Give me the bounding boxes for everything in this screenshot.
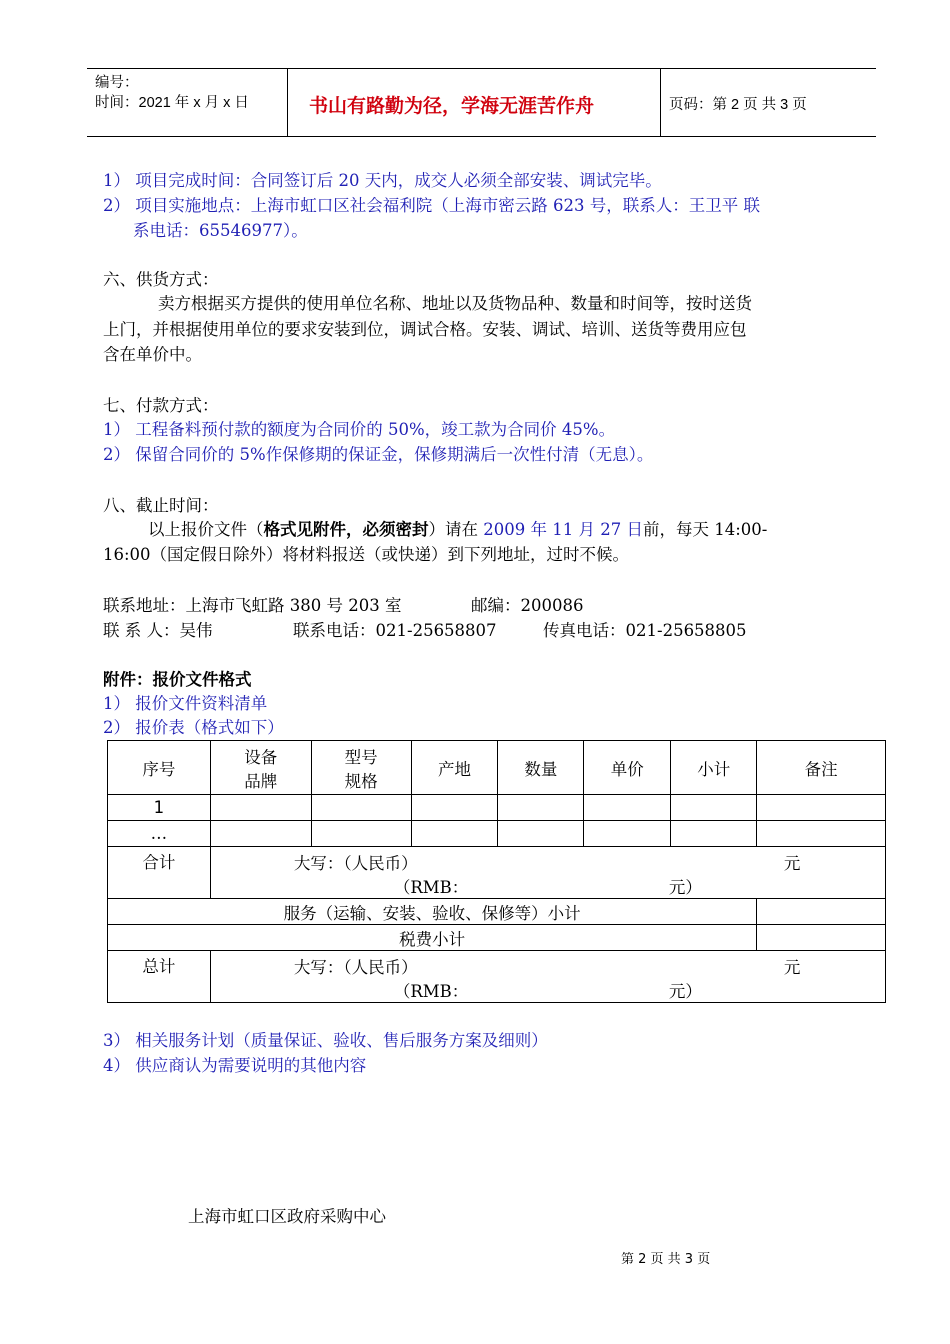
grand-total-row [108, 951, 886, 1003]
section-title: 六、供货方式： [103, 270, 219, 289]
header-cell: 设备 品牌 [210, 741, 311, 795]
time-label: 时间：2021 年 x 月 x 日 [95, 95, 249, 111]
grand-total-label: 总计 [108, 951, 211, 1003]
table-header-row [108, 741, 886, 795]
contact-fax: 传真电话：021-25658805 [543, 621, 747, 640]
rmb-label: （RMB： [393, 981, 469, 1001]
list-item: 3） 相关服务计划（质量保证、验收、售后服务方案及细则） [103, 1031, 548, 1050]
section-title: 七、付款方式： [103, 396, 219, 415]
list-item: 1） 报价文件资料清单 [103, 694, 268, 713]
list-item: 4） 供应商认为需要说明的其他内容 [103, 1056, 367, 1075]
contact-postcode: 邮编：200086 [471, 596, 584, 615]
list-item: 1） 工程备料预付款的额度为合同价的 50%，竣工款为合同价 45%。 [103, 420, 616, 439]
header-cell: 数量 [498, 741, 584, 795]
contact-address: 联系地址：上海市飞虹路 380 号 203 室 [103, 596, 402, 615]
table-row [108, 795, 886, 821]
contact-person: 联 系 人：吴伟 [103, 621, 213, 640]
daxie-label: 大写：（人民币） [293, 957, 418, 977]
total-amount-cell [210, 847, 885, 899]
rmb-yuan-label: 元） [668, 981, 702, 1001]
page-info: 页码：第 2 页 共 3 页 [669, 97, 807, 113]
deadline-line [148, 518, 767, 542]
deadline-emphasis: 格式见附件，必须密封 [263, 520, 429, 539]
header-divider [287, 69, 288, 136]
list-item: 系电话：65546977）。 [133, 221, 308, 240]
list-item: 2） 报价表（格式如下） [103, 718, 284, 737]
row-number: … [108, 821, 211, 847]
contact-phone: 联系电话：021-25658807 [293, 621, 497, 640]
yuan-label: 元 [783, 957, 801, 977]
grand-total-amount-cell [210, 951, 885, 1003]
signature: 上海市虹口区政府采购中心 [188, 1207, 386, 1226]
total-row [108, 847, 886, 899]
header-motto: 书山有路勤为径，学海无涯苦作舟 [309, 95, 595, 117]
tax-label: 税费小计 [108, 925, 757, 951]
service-label: 服务（运输、安装、验收、保修等）小计 [108, 899, 757, 925]
service-row [108, 899, 886, 925]
section-title: 八、截止时间： [103, 496, 219, 515]
total-label: 合计 [108, 847, 211, 899]
deadline-text: 以上报价文件（ [148, 520, 264, 539]
header-cell: 型号 规格 [311, 741, 411, 795]
paragraph-line: 卖方根据买方提供的使用单位名称、地址以及货物品种、数量和时间等，按时送货 [158, 294, 752, 313]
deadline-date: 2009 年 11 月 27 日 [483, 520, 643, 539]
yuan-label: 元 [783, 853, 801, 873]
page-footer: 第 2 页 共 3 页 [621, 1252, 711, 1267]
attachment-title: 附件：报价文件格式 [103, 670, 252, 689]
list-item: 1） 项目完成时间：合同签订后 20 天内，成交人必须全部安装、调试完毕。 [103, 171, 662, 190]
page-header [87, 68, 876, 137]
list-item: 2） 保留合同价的 5%作保修期的保证金，保修期满后一次性付清（无息）。 [103, 445, 654, 464]
paragraph-line: 上门，并根据使用单位的要求安装到位，调试合格。安装、调试、培训、送货等费用应包 [103, 320, 747, 339]
deadline-text: 前，每天 14:00- [642, 520, 768, 539]
paragraph-line: 含在单价中。 [103, 345, 202, 364]
list-item: 2） 项目实施地点：上海市虹口区社会福利院（上海市密云路 623 号，联系人：王卫平 联 [103, 196, 760, 215]
table-row [108, 821, 886, 847]
header-divider [660, 69, 661, 136]
header-cell: 序号 [108, 741, 211, 795]
deadline-line: 16:00（国定假日除外）将材料报送（或快递）到下列地址，过时不候。 [103, 545, 630, 564]
header-cell: 备注 [757, 741, 886, 795]
tax-row [108, 925, 886, 951]
rmb-yuan-label: 元） [668, 877, 702, 897]
header-cell: 产地 [411, 741, 498, 795]
header-cell: 单价 [584, 741, 671, 795]
deadline-text: ）请在 [428, 520, 484, 539]
code-label: 编号： [95, 75, 139, 91]
header-cell: 小计 [671, 741, 757, 795]
quote-table [107, 740, 886, 1003]
rmb-label: （RMB： [393, 877, 469, 897]
row-number: 1 [108, 795, 211, 821]
daxie-label: 大写：（人民币） [293, 853, 418, 873]
